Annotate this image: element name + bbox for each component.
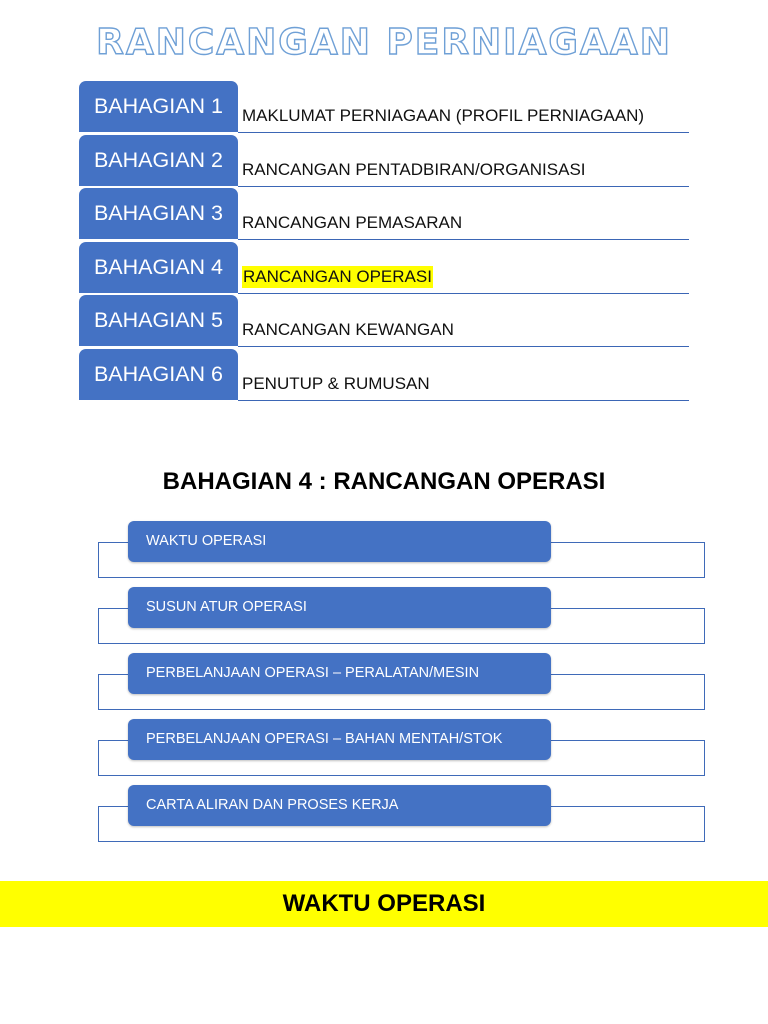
section-underline	[238, 186, 689, 187]
section-description-highlighted: RANCANGAN OPERASI	[243, 266, 432, 286]
section-row-2[interactable]	[79, 135, 689, 189]
step-item-4[interactable]	[98, 718, 705, 784]
section-description: RANCANGAN KEWANGAN	[242, 320, 454, 339]
section-row-5[interactable]	[79, 295, 689, 349]
section-tab[interactable]: BAHAGIAN 2	[79, 135, 238, 186]
section-tab[interactable]: BAHAGIAN 3	[79, 188, 238, 239]
section-row-3[interactable]	[79, 188, 689, 242]
step-list	[98, 520, 705, 850]
section-description: RANCANGAN PENTADBIRAN/ORGANISASI	[242, 159, 586, 179]
section-underline	[238, 346, 689, 347]
step-label[interactable]: SUSUN ATUR OPERASI	[128, 587, 551, 628]
section-tab[interactable]: BAHAGIAN 1	[79, 81, 238, 132]
section-description: RANCANGAN PEMASARAN	[242, 213, 463, 232]
section-row-4[interactable]	[79, 242, 689, 296]
section-row-1[interactable]	[79, 81, 689, 135]
page-title: RANCANGAN PERNIAGAAN	[96, 22, 672, 63]
step-label[interactable]: CARTA ALIRAN DAN PROSES KERJA	[128, 785, 551, 826]
section-description: MAKLUMAT PERNIAGAAN (PROFIL PERNIAGAAN)	[242, 106, 645, 125]
step-label[interactable]: WAKTU OPERASI	[128, 521, 551, 562]
step-item-2[interactable]	[98, 586, 705, 652]
banner-title: WAKTU OPERASI	[282, 890, 486, 917]
section-underline	[238, 400, 689, 401]
section-list	[79, 81, 689, 402]
section-tab[interactable]: BAHAGIAN 6	[79, 349, 238, 400]
section-row-6[interactable]	[79, 349, 689, 403]
section-description: PENUTUP & RUMUSAN	[242, 373, 430, 393]
section-underline	[238, 293, 689, 294]
step-item-5[interactable]	[98, 784, 705, 850]
section-underline	[238, 132, 689, 133]
section-heading: BAHAGIAN 4 : RANCANGAN OPERASI	[162, 468, 606, 495]
step-item-1[interactable]	[98, 520, 705, 586]
section-underline	[238, 239, 689, 240]
highlight-banner	[0, 881, 768, 927]
step-label[interactable]: PERBELANJAAN OPERASI – BAHAN MENTAH/STOK	[128, 719, 551, 760]
step-label[interactable]: PERBELANJAAN OPERASI – PERALATAN/MESIN	[128, 653, 551, 694]
section-tab[interactable]: BAHAGIAN 5	[79, 295, 238, 346]
step-item-3[interactable]	[98, 652, 705, 718]
section-tab[interactable]: BAHAGIAN 4	[79, 242, 238, 293]
